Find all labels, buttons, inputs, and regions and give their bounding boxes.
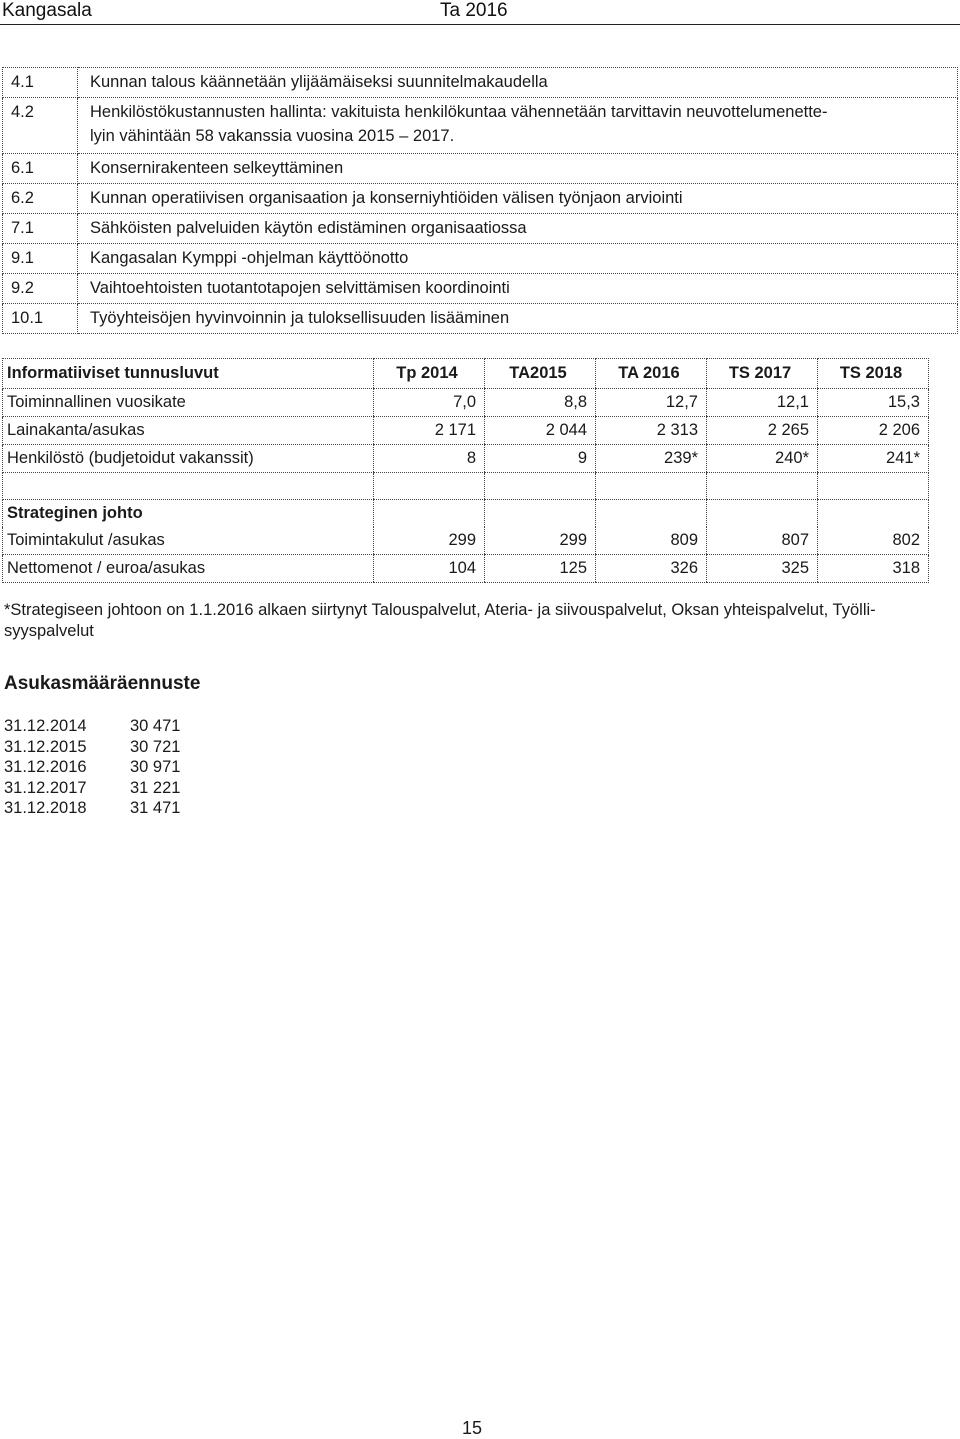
table-cell: 325 — [707, 555, 818, 583]
goal-text-line: lyin vähintään 58 vakanssia vuosina 2015 – 2017. — [90, 127, 455, 145]
row-label: Toimintakulut /asukas — [3, 527, 374, 555]
table-row — [3, 527, 929, 555]
goal-row — [3, 184, 958, 214]
table-cell: 125 — [485, 555, 596, 583]
forecast-row — [4, 778, 180, 799]
footnote-line: *Strategiseen johtoon on 1.1.2016 alkaen siirtynyt Talouspalvelut, Ateria- ja siivouspalvelut, Oksan yhteispalvelut, Työlli- — [4, 601, 876, 619]
column-header: TA2015 — [485, 359, 596, 389]
empty-row — [3, 473, 929, 500]
key-figures-title: Informatiiviset tunnusluvut — [3, 359, 374, 389]
column-header: TA 2016 — [596, 359, 707, 389]
goals-table — [2, 67, 958, 334]
goal-text: Kunnan talous käännetään ylijäämäiseksi suunnitelmakaudella — [78, 68, 958, 98]
forecast-value: 31 221 — [130, 778, 181, 797]
table-cell: 2 171 — [374, 417, 485, 445]
budget-period: Ta 2016 — [440, 0, 508, 21]
goal-text — [78, 98, 958, 154]
goal-row — [3, 214, 958, 244]
table-cell: 12,7 — [596, 389, 707, 417]
row-label: Toiminnallinen vuosikate — [3, 389, 374, 417]
table-cell: 104 — [374, 555, 485, 583]
table-cell: 239* — [596, 445, 707, 473]
table-cell: 8,8 — [485, 389, 596, 417]
forecast-value: 30 471 — [130, 717, 181, 735]
forecast-title: Asukasmääräennuste — [4, 673, 201, 694]
forecast-date: 31.12.2016 — [4, 758, 87, 776]
row-label: Henkilöstö (budjetoidut vakanssit) — [3, 445, 374, 473]
goal-row — [3, 304, 958, 334]
goal-text-line: Henkilöstökustannusten hallinta: vakituista henkilökuntaa vähennetään tarvittavin neuvottelumenette- — [90, 103, 828, 121]
key-figures-header-row — [3, 359, 929, 389]
goal-row — [3, 68, 958, 98]
table-cell: 2 265 — [707, 417, 818, 445]
goal-text: Vaihtoehtoisten tuotantotapojen selvittämisen koordinointi — [78, 274, 958, 304]
forecast-row — [4, 798, 180, 819]
goal-number: 9.1 — [3, 244, 78, 274]
table-cell: 809 — [596, 527, 707, 555]
column-header: Tp 2014 — [374, 359, 485, 389]
forecast-value: 31 471 — [130, 799, 181, 817]
goal-text: Kunnan operatiivisen organisaation ja konserniyhtiöiden välisen työnjaon arviointi — [78, 184, 958, 214]
footnote-line: syyspalvelut — [4, 622, 94, 640]
section-title: Strateginen johto — [3, 500, 374, 528]
table-cell: 802 — [818, 527, 929, 555]
footnote — [4, 600, 944, 642]
forecast-row — [4, 716, 180, 737]
goal-number: 6.2 — [3, 184, 78, 214]
goal-number: 4.2 — [3, 98, 78, 154]
table-cell: 299 — [374, 527, 485, 555]
table-cell: 807 — [707, 527, 818, 555]
forecast-value: 30 721 — [130, 737, 181, 756]
forecast-value: 30 971 — [130, 758, 181, 776]
table-cell: 240* — [707, 445, 818, 473]
goal-row — [3, 244, 958, 274]
column-header: TS 2018 — [818, 359, 929, 389]
forecast-date: 31.12.2017 — [4, 778, 87, 797]
forecast-row — [4, 757, 180, 778]
goal-row — [3, 154, 958, 184]
table-cell: 12,1 — [707, 389, 818, 417]
table-row — [3, 389, 929, 417]
goal-text: Työyhteisöjen hyvinvoinnin ja tuloksellisuuden lisääminen — [78, 304, 958, 334]
table-cell: 8 — [374, 445, 485, 473]
organization-name: Kangasala — [2, 0, 92, 21]
header-rule — [0, 24, 960, 25]
page-number: 15 — [462, 1418, 483, 1438]
table-row — [3, 445, 929, 473]
forecast-date: 31.12.2014 — [4, 717, 87, 735]
goal-row — [3, 98, 958, 154]
table-cell: 241* — [818, 445, 929, 473]
table-cell: 7,0 — [374, 389, 485, 417]
goal-text: Kangasalan Kymppi -ohjelman käyttöönotto — [78, 244, 958, 274]
table-cell: 318 — [818, 555, 929, 583]
section-row — [3, 500, 929, 528]
goal-number: 7.1 — [3, 214, 78, 244]
row-label: Lainakanta/asukas — [3, 417, 374, 445]
forecast-row — [4, 737, 180, 758]
table-row — [3, 417, 929, 445]
goal-number: 10.1 — [3, 304, 78, 334]
forecast-date: 31.12.2015 — [4, 737, 87, 756]
table-cell: 299 — [485, 527, 596, 555]
population-forecast-table — [4, 716, 180, 819]
page-header — [0, 0, 960, 24]
key-figures-table — [2, 358, 929, 583]
table-cell: 9 — [485, 445, 596, 473]
goal-number: 4.1 — [3, 68, 78, 98]
column-header: TS 2017 — [707, 359, 818, 389]
goal-number: 9.2 — [3, 274, 78, 304]
table-cell: 15,3 — [818, 389, 929, 417]
goal-row — [3, 274, 958, 304]
row-label: Nettomenot / euroa/asukas — [3, 555, 374, 583]
goal-number: 6.1 — [3, 154, 78, 184]
table-cell: 2 044 — [485, 417, 596, 445]
table-row — [3, 555, 929, 583]
goal-text: Sähköisten palveluiden käytön edistäminen organisaatiossa — [78, 214, 958, 244]
forecast-date: 31.12.2018 — [4, 799, 87, 817]
table-cell: 2 206 — [818, 417, 929, 445]
table-cell: 2 313 — [596, 417, 707, 445]
table-cell: 326 — [596, 555, 707, 583]
goal-text: Konsernirakenteen selkeyttäminen — [78, 154, 958, 184]
